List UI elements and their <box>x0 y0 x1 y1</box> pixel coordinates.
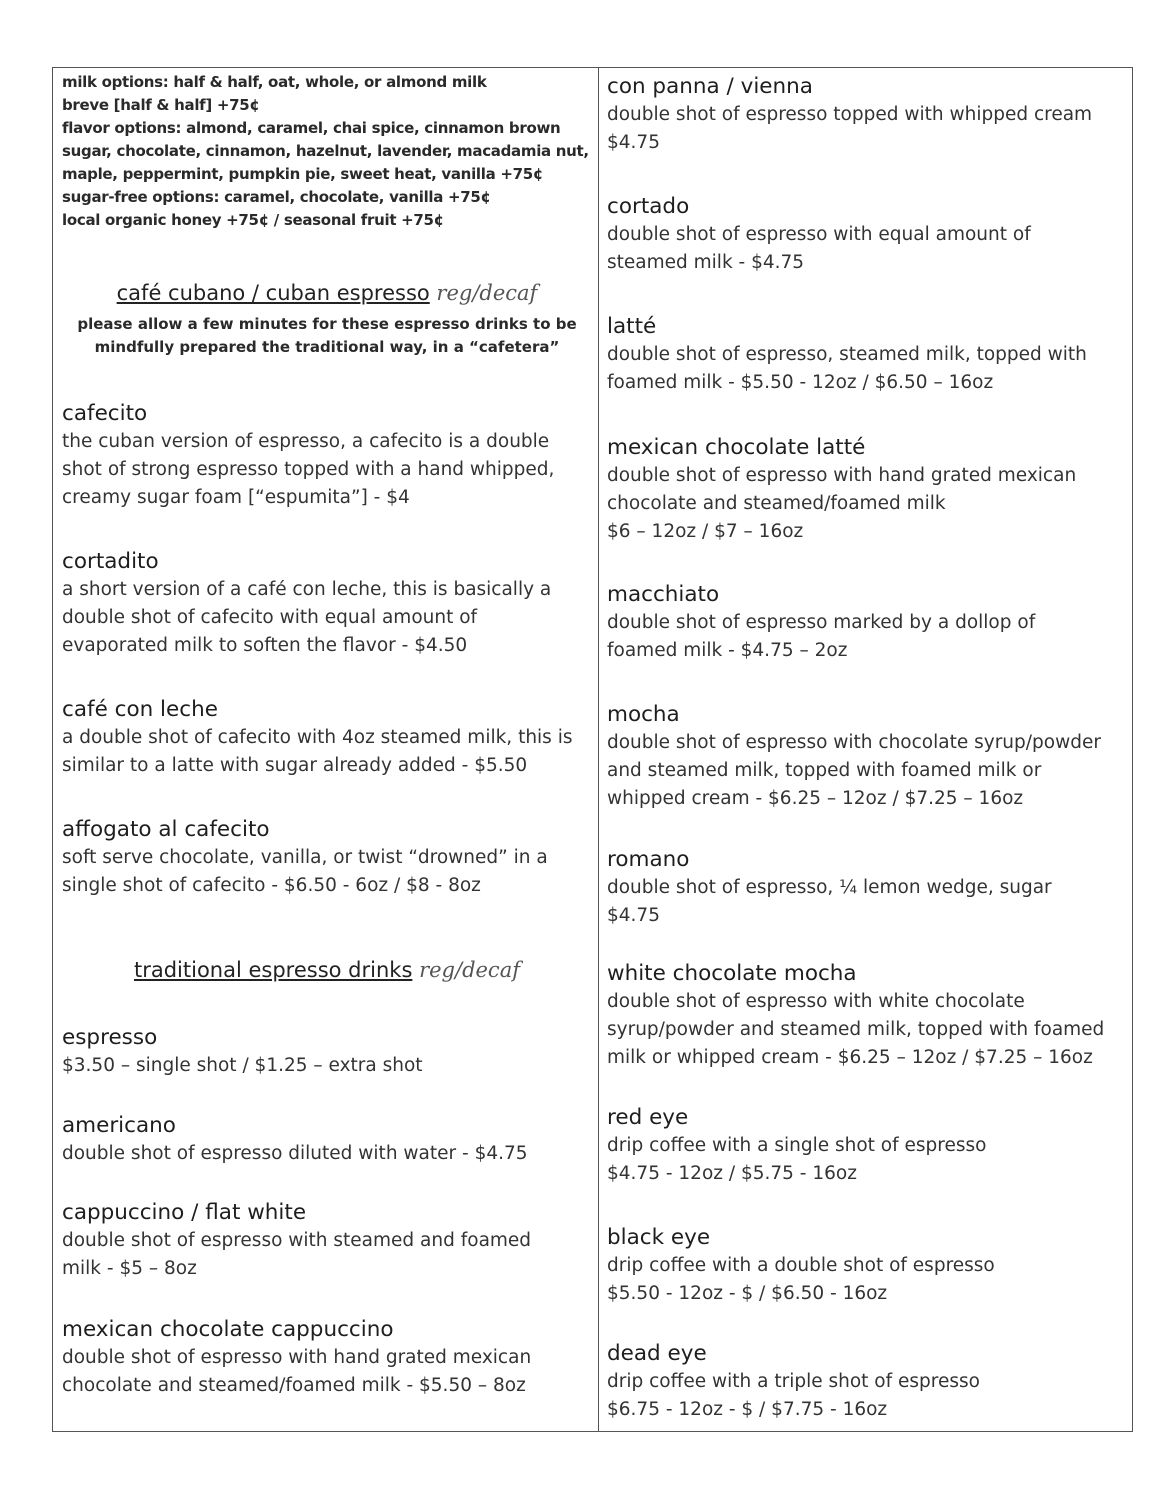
traditional-title: traditional espresso drinks <box>133 958 413 982</box>
desc-line: chocolate and steamed/foamed milk - $5.50 – 8oz <box>62 1375 526 1396</box>
menu-item-cappuccino <box>62 1198 531 1283</box>
add-on-options <box>62 71 592 232</box>
desc-line: double shot of espresso with white chocolate <box>607 991 1025 1012</box>
item-description <box>62 1052 423 1080</box>
traditional-subtitle: reg/decaf <box>419 958 520 982</box>
item-name: red eye <box>607 1105 689 1130</box>
cuban-section-title <box>62 281 592 305</box>
desc-line: whipped cream - $6.25 – 12oz / $7.25 – 16oz <box>607 788 1024 809</box>
desc-line: soft serve chocolate, vanilla, or twist “drowned” in a <box>62 847 548 868</box>
menu-item-cafecito <box>62 399 554 512</box>
menu-item-latte <box>607 312 1087 397</box>
item-description <box>62 1227 531 1283</box>
traditional-section-title <box>62 958 592 982</box>
item-name: cortadito <box>62 549 159 574</box>
desc-line: double shot of espresso marked by a dollop of <box>607 612 1036 633</box>
desc-line: double shot of espresso diluted with water - $4.75 <box>62 1143 528 1164</box>
menu-item-red-eye <box>607 1103 986 1188</box>
desc-line: creamy sugar foam [“espumita”] - $4 <box>62 487 410 508</box>
desc-line: milk or whipped cream - $6.25 – 12oz / $7.25 – 16oz <box>607 1047 1093 1068</box>
desc-line: foamed milk - $4.75 – 2oz <box>607 640 848 661</box>
menu-item-mexican-chocolate-cappuccino <box>62 1315 531 1400</box>
desc-line: evaporated milk to soften the flavor - $4.50 <box>62 635 468 656</box>
menu-item-romano <box>607 845 1052 930</box>
menu-item-mocha <box>607 700 1101 813</box>
item-name: mocha <box>607 702 680 727</box>
item-name: cortado <box>607 194 690 219</box>
item-description <box>607 874 1052 930</box>
item-name: macchiato <box>607 582 720 607</box>
item-name: americano <box>62 1113 176 1138</box>
desc-line: and steamed milk, topped with foamed milk or <box>607 760 1042 781</box>
item-description <box>62 576 551 660</box>
desc-line: shot of strong espresso topped with a hand whipped, <box>62 459 555 480</box>
desc-line: $4.75 <box>607 132 660 153</box>
desc-line: $6.75 - 12oz - $ / $7.75 - 16oz <box>607 1399 888 1420</box>
item-name: black eye <box>607 1225 711 1250</box>
item-description <box>607 221 1031 277</box>
desc-line: double shot of espresso with equal amount of <box>607 224 1031 245</box>
item-name: dead eye <box>607 1341 707 1366</box>
desc-line: double shot of espresso, ¼ lemon wedge, sugar <box>607 877 1052 898</box>
desc-line: drip coffee with a double shot of espresso <box>607 1255 995 1276</box>
menu-item-espresso <box>62 1023 423 1080</box>
menu-item-cortadito <box>62 547 551 660</box>
menu-item-dead-eye <box>607 1339 980 1424</box>
menu-item-mexican-chocolate-latte <box>607 433 1076 546</box>
options-line: breve [half & half] +75¢ <box>62 96 260 114</box>
desc-line: the cuban version of espresso, a cafecito is a double <box>62 431 550 452</box>
desc-line: $3.50 – single shot / $1.25 – extra shot <box>62 1055 423 1076</box>
item-description <box>607 1132 986 1188</box>
desc-line: double shot of espresso with chocolate syrup/powder <box>607 732 1101 753</box>
menu-item-con-panna <box>607 72 1092 157</box>
item-name: espresso <box>62 1025 158 1050</box>
item-name: latté <box>607 314 657 339</box>
item-description <box>62 844 548 900</box>
desc-line: double shot of espresso with hand grated mexican <box>62 1347 532 1368</box>
desc-line: syrup/powder and steamed milk, topped with foamed <box>607 1019 1105 1040</box>
options-line: maple, peppermint, pumpkin pie, sweet heat, vanilla +75¢ <box>62 165 544 183</box>
item-description <box>607 988 1104 1072</box>
options-line: flavor options: almond, caramel, chai spice, cinnamon brown <box>62 119 561 137</box>
item-name: cafecito <box>62 401 148 426</box>
item-name: affogato al cafecito <box>62 817 270 842</box>
desc-line: double shot of espresso with hand grated mexican <box>607 465 1077 486</box>
item-description <box>62 428 554 512</box>
desc-line: milk - $5 – 8oz <box>62 1258 197 1279</box>
item-name: mexican chocolate latté <box>607 435 866 460</box>
item-name: cappuccino / flat white <box>62 1200 307 1225</box>
menu-table <box>52 67 1133 1432</box>
desc-line: single shot of cafecito - $6.50 - 6oz / $8 - 8oz <box>62 875 481 896</box>
column-divider <box>598 68 599 1431</box>
desc-line: $4.75 <box>607 905 660 926</box>
cuban-subtitle: reg/decaf <box>436 281 538 305</box>
menu-item-cafe-con-leche <box>62 695 572 780</box>
desc-line: double shot of espresso with steamed and foamed <box>62 1230 532 1251</box>
item-name: mexican chocolate cappuccino <box>62 1317 394 1342</box>
desc-line: drip coffee with a single shot of espresso <box>607 1135 987 1156</box>
desc-line: a double shot of cafecito with 4oz steamed milk, this is <box>62 727 573 748</box>
note-line: please allow a few minutes for these espresso drinks to be <box>77 315 577 333</box>
cuban-title: café cubano / cuban espresso <box>116 281 430 305</box>
item-description <box>607 341 1087 397</box>
desc-line: steamed milk - $4.75 <box>607 252 805 273</box>
options-line: milk options: half & half, oat, whole, or almond milk <box>62 73 487 91</box>
options-line: sugar, chocolate, cinnamon, hazelnut, lavender, macadamia nut, <box>62 142 589 160</box>
item-name: con panna / vienna <box>607 74 813 99</box>
menu-item-black-eye <box>607 1223 995 1308</box>
options-line: sugar-free options: caramel, chocolate, vanilla +75¢ <box>62 188 491 206</box>
item-description <box>607 1252 995 1308</box>
item-name: white chocolate mocha <box>607 961 857 986</box>
desc-line: a short version of a café con leche, this is basically a <box>62 579 552 600</box>
options-line: local organic honey +75¢ / seasonal fruit +75¢ <box>62 211 444 229</box>
desc-line: double shot of espresso topped with whipped cream <box>607 104 1093 125</box>
item-description <box>62 1140 528 1168</box>
desc-line: chocolate and steamed/foamed milk <box>607 493 946 514</box>
desc-line: similar to a latte with sugar already added - $5.50 <box>62 755 528 776</box>
menu-item-americano <box>62 1111 528 1168</box>
item-name: romano <box>607 847 690 872</box>
note-line: mindfully prepared the traditional way, in a “cafetera” <box>94 338 560 356</box>
menu-item-white-chocolate-mocha <box>607 959 1104 1072</box>
item-description <box>607 609 1035 665</box>
item-description <box>607 101 1092 157</box>
desc-line: $6 – 12oz / $7 – 16oz <box>607 521 804 542</box>
desc-line: $5.50 - 12oz - $ / $6.50 - 16oz <box>607 1283 888 1304</box>
item-description <box>62 1344 531 1400</box>
cuban-note <box>62 313 592 359</box>
item-description <box>62 724 572 780</box>
desc-line: double shot of espresso, steamed milk, topped with <box>607 344 1087 365</box>
item-description <box>607 462 1076 546</box>
desc-line: $4.75 - 12oz / $5.75 - 16oz <box>607 1163 857 1184</box>
item-description <box>607 1368 980 1424</box>
desc-line: drip coffee with a triple shot of espresso <box>607 1371 980 1392</box>
menu-item-cortado <box>607 192 1031 277</box>
item-name: café con leche <box>62 697 218 722</box>
desc-line: double shot of cafecito with equal amount of <box>62 607 478 628</box>
menu-item-affogato <box>62 815 548 900</box>
item-description <box>607 729 1101 813</box>
desc-line: foamed milk - $5.50 - 12oz / $6.50 – 16oz <box>607 372 994 393</box>
menu-item-macchiato <box>607 580 1035 665</box>
